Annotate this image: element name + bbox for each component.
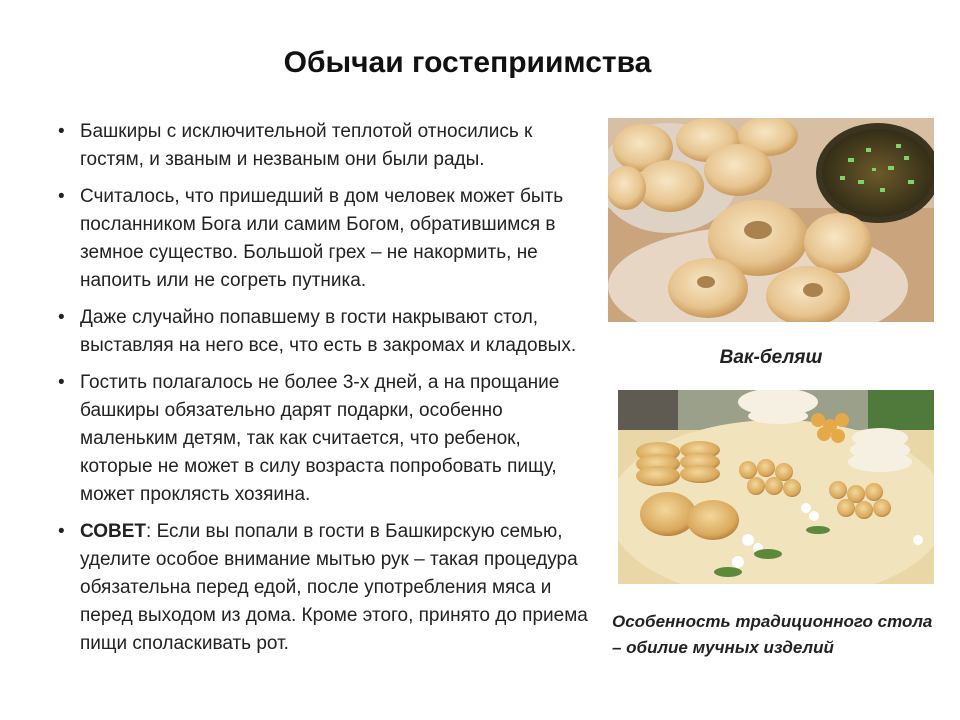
advice-label: СОВЕТ bbox=[80, 521, 147, 542]
bullet-item bbox=[58, 118, 598, 174]
slide-title: Обычаи гостеприимства bbox=[283, 46, 652, 79]
vak-belyash-photo bbox=[608, 118, 934, 322]
bullet-text: Гостить полагалось не более 3-х дней, а на прощание башкиры обязательно дарят подарки, особенно маленьким детям, так как считается, что ребенок, которые не может в силу возраста попробовать пищу, может проклясть хозяина. bbox=[80, 372, 560, 505]
bullet-item bbox=[58, 304, 598, 360]
bullet-text: Считалось, что пришедший в дом человек может быть посланником Бога или самим Богом, обратившимся в земное существо. Большой грех – не накормить, не напоить или не согреть путника. bbox=[80, 186, 564, 291]
vak-belyash-caption: Вак-беляш bbox=[719, 347, 823, 368]
bullet-text: Башкиры с исключительной теплотой относились к гостям, и званым и незваным они были рады. bbox=[80, 121, 533, 170]
bullet-text: Даже случайно попавшему в гости накрывают стол, выставляя на него все, что есть в закромах и кладовых. bbox=[80, 307, 577, 356]
bullet-marker: • bbox=[58, 372, 65, 393]
bullet-item bbox=[58, 518, 598, 658]
bullet-marker: • bbox=[58, 307, 65, 328]
bullet-marker: • bbox=[58, 121, 65, 142]
bullet-marker: • bbox=[58, 186, 65, 207]
bullet-text: : Если вы попали в гости в Башкирскую семью, уделите особое внимание мытью рук – такая процедура обязательна перед едой, после употребления мяса и перед выходом из дома. Кроме этого, принято до приема пищи споласкивать рот. bbox=[80, 521, 588, 654]
bullet-marker: • bbox=[58, 521, 65, 542]
festive-table-photo bbox=[618, 390, 934, 584]
bullet-item bbox=[58, 183, 598, 295]
bullet-item bbox=[58, 369, 598, 509]
festive-table-caption: Особенность традиционного стола – обилие мучных изделий bbox=[612, 612, 933, 657]
bullet-list bbox=[58, 118, 598, 667]
